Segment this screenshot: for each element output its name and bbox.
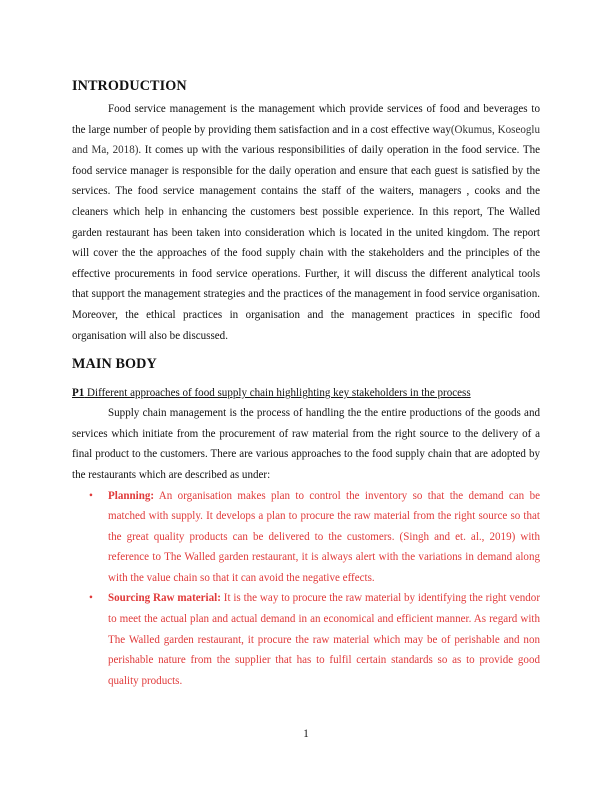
bullet-text: It is the way to procure the raw material by identifying the right vendor to meet the actual plan and actual demand in an economical and efficient manner. As regard with The Walled garden restaurant, it procure the raw material which may be of perishable and non perishable nature from the supplier that has to fulfil certain standards so as to provide good quality products. — [108, 592, 540, 687]
bullet-title: Sourcing Raw material: — [108, 592, 221, 605]
page-content — [72, 77, 540, 691]
introduction-paragraph — [72, 99, 540, 346]
p1-title: Different approaches of food supply chain highlighting key stakeholders in the process — [84, 387, 471, 400]
main-body-heading: MAIN BODY — [72, 356, 157, 373]
p1-subheading — [72, 384, 540, 402]
list-item-sourcing — [72, 588, 540, 691]
page-number: 1 — [303, 728, 309, 740]
bullet-icon: • — [89, 489, 93, 502]
bullet-text: An organisation makes plan to control the inventory so that the demand can be matched with supply. It develops a plan to procure the raw material from the right source so that the great quality products can be delivered to the customers. (Singh and et. al., 2019) with reference to The Walled garden restaurant, it is always alert with the variations in demand along with the value chain so that it can avoid the negative effects. — [108, 489, 540, 584]
p1-paragraph: Supply chain management is the process of handling the the entire productions of the goods and services which initiate from the procurement of raw material from the right source to the delivery of a final product to the customers. There are various approaches to the food supply chain that are adopted by the restaurants which are described as under: — [72, 407, 540, 481]
p1-label: P1 — [72, 387, 85, 400]
intro-text-part2: . It comes up with the various responsibilities of daily operation in the food service. The food service manager is responsible for the daily operation and ensure that each guest is satisfied by the services. The food service management contains the staff of the waiters, managers , cooks and the cleaners which help in enhancing the customers best possible experience. In this report, The Walled garden restaurant has been taken into consideration which is located in the united kingdom. The report will cover the the approaches of the food supply chain with the stakeholders and the principles of the effective procurements in food service operations. Further, it will discuss the different analytical tools that support the management strategies and the practices of the management in food service organisation. Moreover, the ethical practices in organisation and the management practices in specific food organisation will also be discussed. — [72, 144, 540, 342]
intro-citation: (Okumus, Koseoglu and Ma, 2018) — [72, 123, 540, 157]
intro-text-part1: Food service management is the management which provide services of food and beverages to the large number of people by providing them satisfaction and in a cost effective way — [72, 103, 540, 136]
introduction-heading: INTRODUCTION — [72, 78, 187, 94]
bullet-title: Planning: — [108, 489, 155, 502]
list-item-planning — [72, 486, 540, 589]
bullet-icon: • — [89, 592, 93, 605]
approaches-list — [72, 486, 540, 692]
